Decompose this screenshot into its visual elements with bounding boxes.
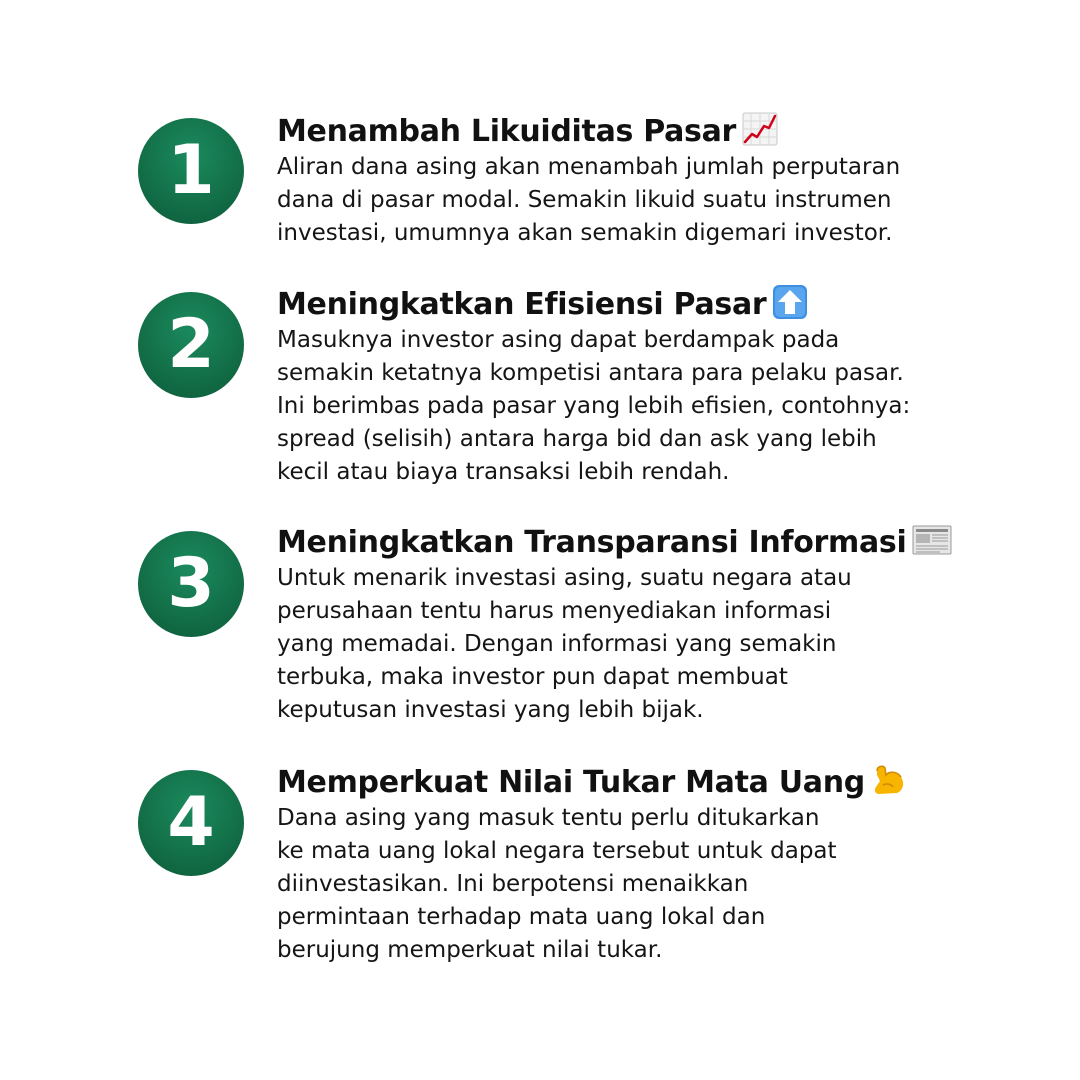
item-description: Untuk menarik investasi asing, suatu negara atau perusahaan tentu harus menyediakan informasi yang memadai. Dengan informasi yang semakin terbuka, maka investor pun dapat membuat keputusan investasi yang lebih bijak. <box>277 565 852 723</box>
newspaper-icon <box>912 523 952 557</box>
item-title <box>277 763 977 802</box>
item-title-text: Memperkuat Nilai Tukar Mata Uang <box>277 765 865 800</box>
item-description: Dana asing yang masuk tentu perlu ditukarkan ke mata uang lokal negara tersebut untuk dapat diinvestasikan. Ini berpotensi menaikkan permintaan terhadap mata uang lokal dan berujung memperkuat nilai tukar. <box>277 805 837 963</box>
item-description: Masuknya investor asing dapat berdampak pada semakin ketatnya kompetisi antara para pelaku pasar. Ini berimbas pada pasar yang lebih efisien, contohnya: spread (selisih) antara harga bid dan ask yang lebih kecil atau biaya transaksi lebih rendah. <box>277 327 911 485</box>
number-label: 2 <box>167 305 215 384</box>
number-label: 3 <box>167 544 215 623</box>
number-badge-2 <box>138 292 244 398</box>
item-title-text: Meningkatkan Transparansi Informasi <box>277 525 907 560</box>
item-title <box>277 523 977 562</box>
item-title <box>277 285 977 324</box>
number-label: 1 <box>167 131 215 210</box>
item-title <box>277 112 977 151</box>
number-badge-3 <box>138 531 244 637</box>
item-text-block <box>277 285 977 489</box>
number-badge-1 <box>138 118 244 224</box>
flexed-biceps-icon <box>871 763 907 797</box>
item-title-text: Meningkatkan Efisiensi Pasar <box>277 287 767 322</box>
item-text-block <box>277 523 977 727</box>
item-text-block <box>277 112 977 250</box>
item-description: Aliran dana asing akan menambah jumlah perputaran dana di pasar modal. Semakin likuid suatu instrumen investasi, umumnya akan semakin digemari investor. <box>277 154 901 246</box>
item-text-block <box>277 763 977 967</box>
number-label: 4 <box>167 783 215 862</box>
number-badge-4 <box>138 770 244 876</box>
chart-increasing-icon <box>742 112 778 146</box>
item-title-text: Menambah Likuiditas Pasar <box>277 114 737 149</box>
up-arrow-icon <box>772 285 808 319</box>
